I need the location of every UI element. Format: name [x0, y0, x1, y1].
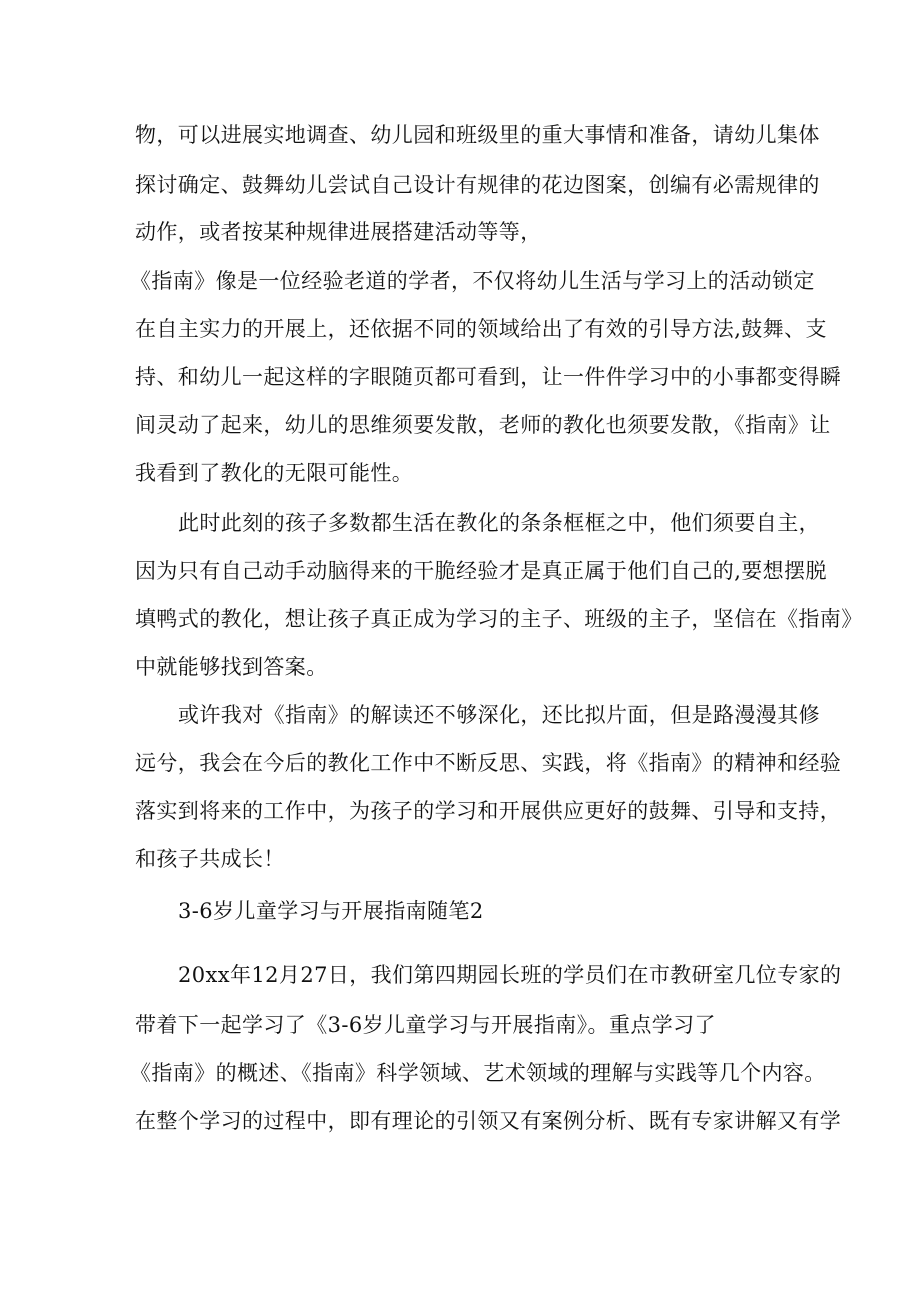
paragraph-line: 此时此刻的孩子多数都生活在教化的条条框框之中，他们须要自主，	[178, 511, 820, 535]
paragraph-line: 物，可以进展实地调查、幼儿园和班级里的重大事情和准备，请幼儿集体	[135, 123, 820, 147]
paragraph-line: 在整个学习的过程中，即有理论的引领又有案例分析、既有专家讲解又有学	[135, 1109, 842, 1133]
paragraph-line: 我看到了教化的无限可能性。	[135, 461, 414, 485]
paragraph-line: 和孩子共成长！	[135, 847, 285, 871]
paragraph-line: 在自主实力的开展上，还依据不同的领域给出了有效的引导方法,鼓舞、支	[135, 317, 827, 341]
paragraph-line: 落实到将来的工作中，为孩子的学习和开展供应更好的鼓舞、引导和支持，	[135, 799, 842, 823]
paragraph-line: 远兮，我会在今后的教化工作中不断反思、实践，将《指南》的精神和经验	[135, 751, 842, 775]
paragraph-line: 间灵动了起来，幼儿的思维须要发散，老师的教化也须要发散，《指南》让	[135, 413, 831, 437]
paragraph-line: 填鸭式的教化，想让孩子真正成为学习的主子、班级的主子，坚信在《指南》	[135, 607, 863, 631]
paragraph-line: 20xx年12月27日，我们第四期园长班的学员们在市教研室几位专家的	[178, 963, 842, 987]
paragraph-line: 探讨确定、鼓舞幼儿尝试自己设计有规律的花边图案，创编有必需规律的	[135, 173, 820, 197]
section-heading: 3-6岁儿童学习与开展指南随笔2	[178, 899, 484, 923]
paragraph-line: 带着下一起学习了《3-6岁儿童学习与开展指南》。重点学习了	[135, 1013, 716, 1037]
paragraph-line: 动作，或者按某种规律进展搭建活动等等，	[135, 220, 542, 244]
paragraph-line: 中就能够找到答案。	[135, 655, 328, 679]
paragraph-line: 持、和幼儿一起这样的字眼随页都可看到，让一件件学习中的小事都变得瞬	[135, 365, 842, 389]
paragraph-line: 或许我对《指南》的解读还不够深化，还比拟片面，但是路漫漫其修	[178, 703, 820, 727]
paragraph-line: 《指南》的概述、《指南》科学领域、艺术领域的理解与实践等几个内容。	[130, 1061, 826, 1085]
paragraph-line: 因为只有自己动手动脑得来的干脆经验才是真正属于他们自己的,要想摆脱	[135, 559, 827, 583]
paragraph-line: 《指南》像是一位经验老道的学者，不仅将幼儿生活与学习上的活动锁定	[130, 269, 815, 293]
